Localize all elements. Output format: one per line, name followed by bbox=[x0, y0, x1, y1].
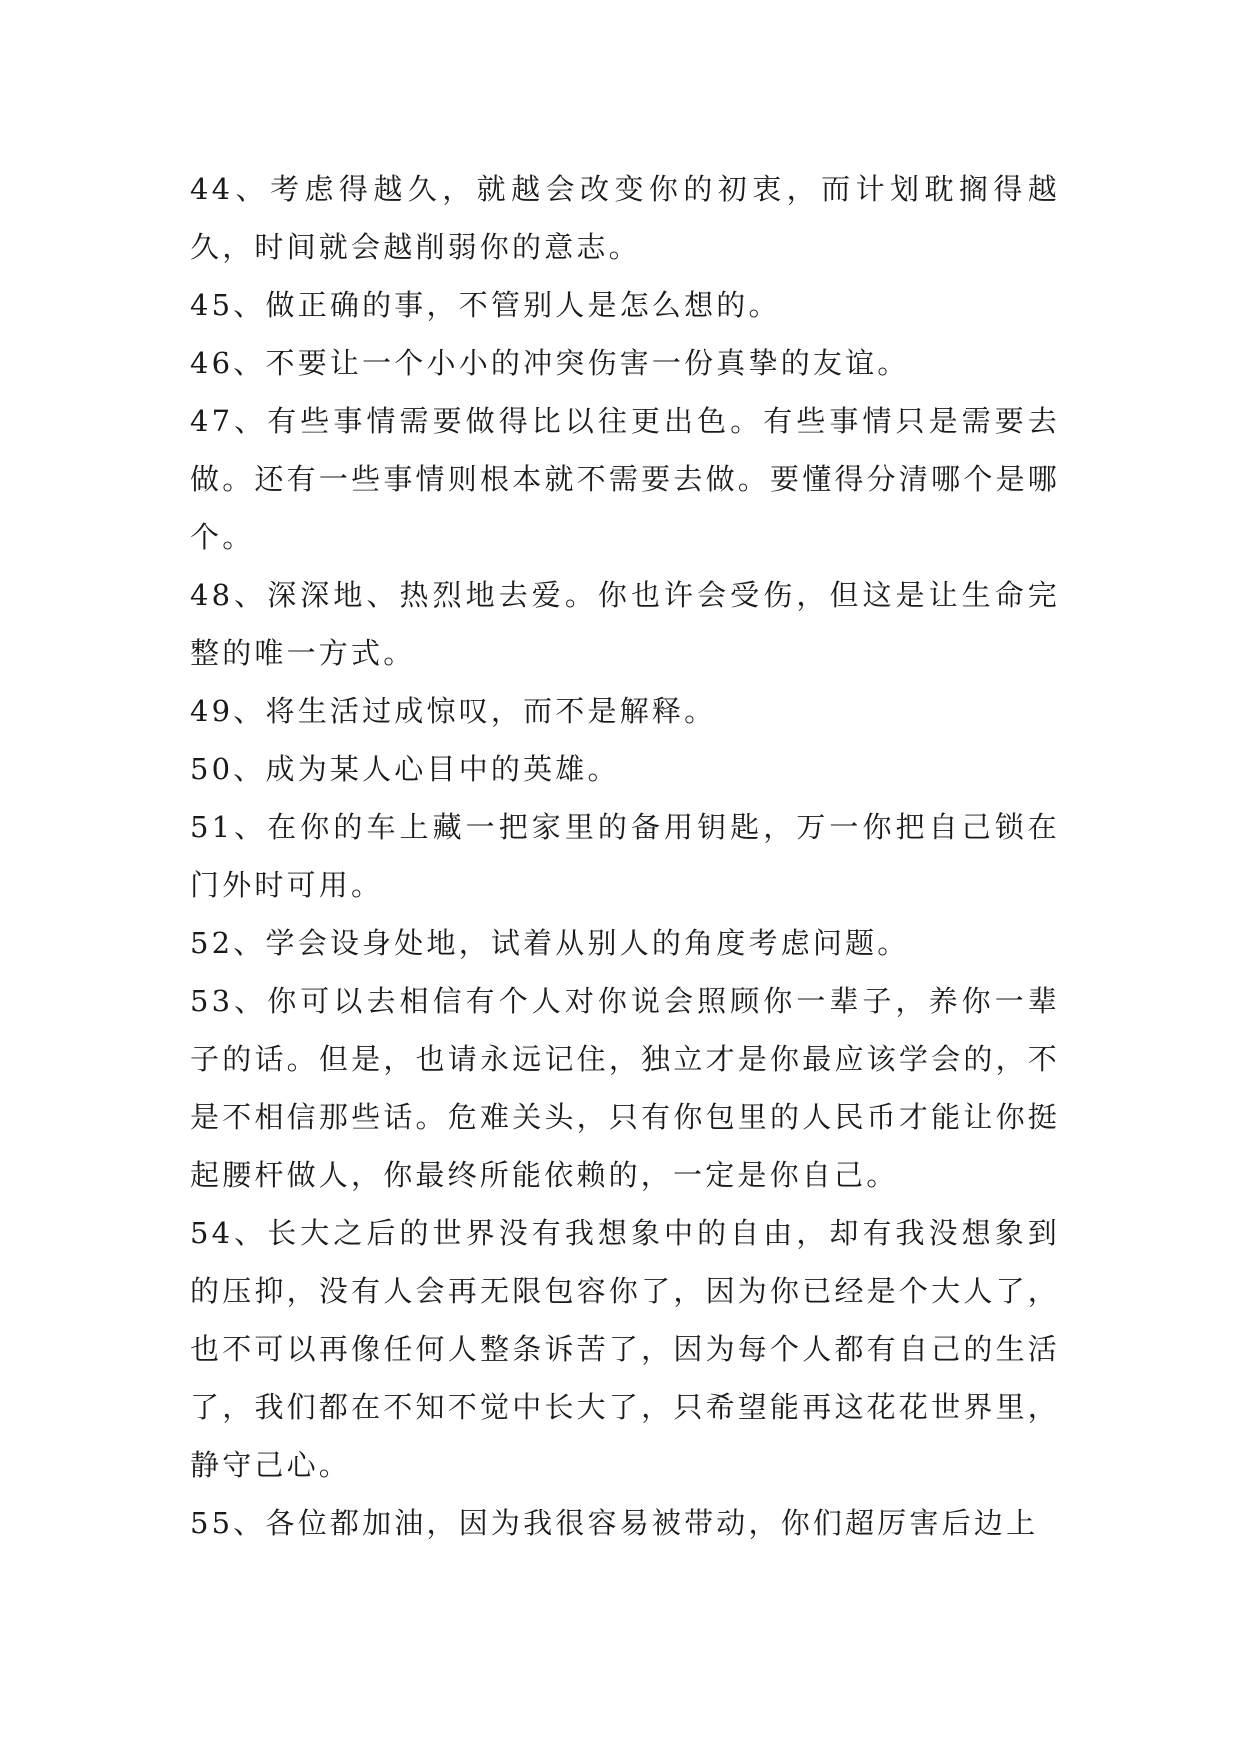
document-body bbox=[190, 160, 1060, 1552]
paragraph-55: 55、各位都加油，因为我很容易被带动，你们超厉害后边上 bbox=[190, 1506, 1039, 1540]
paragraph-50: 50、成为某人心目中的英雄。 bbox=[190, 752, 620, 786]
paragraph-44: 44、考虑得越久，就越会改变你的初衷，而计划耽搁得越久，时间就会越削弱你的意志。 bbox=[190, 172, 1060, 264]
paragraph-53: 53、你可以去相信有个人对你说会照顾你一辈子，养你一辈子的话。但是，也请永远记住，独立才是你最应该学会的，不是不相信那些话。危难关头，只有你包里的人民币才能让你挺起腰杆做人，你最终所能依赖的，一定是你自己。 bbox=[190, 984, 1060, 1192]
paragraph-47: 47、有些事情需要做得比以往更出色。有些事情只是需要去做。还有一些事情则根本就不需要去做。要懂得分清哪个是哪个。 bbox=[190, 404, 1060, 554]
paragraph-49: 49、将生活过成惊叹，而不是解释。 bbox=[190, 694, 717, 728]
paragraph-52: 52、学会设身处地，试着从别人的角度考虑问题。 bbox=[190, 926, 910, 960]
paragraph-48: 48、深深地、热烈地去爱。你也许会受伤，但这是让生命完整的唯一方式。 bbox=[190, 578, 1060, 670]
paragraph-45: 45、做正确的事，不管别人是怎么想的。 bbox=[190, 288, 781, 322]
paragraph-51: 51、在你的车上藏一把家里的备用钥匙，万一你把自己锁在门外时可用。 bbox=[190, 810, 1060, 902]
paragraph-46: 46、不要让一个小小的冲突伤害一份真挚的友谊。 bbox=[190, 346, 910, 380]
paragraph-54: 54、长大之后的世界没有我想象中的自由，却有我没想象到的压抑，没有人会再无限包容你了，因为你已经是个大人了，也不可以再像任何人整条诉苦了，因为每个人都有自己的生活了，我们都在不知不觉中长大了，只希望能再这花花世界里，静守己心。 bbox=[190, 1216, 1060, 1482]
